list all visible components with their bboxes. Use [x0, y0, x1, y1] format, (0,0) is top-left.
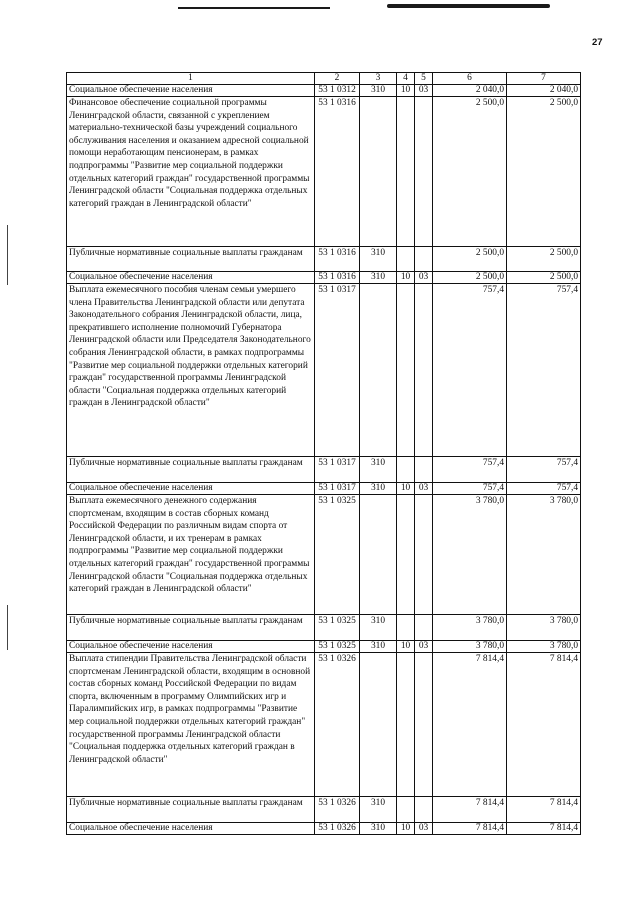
subsection [415, 97, 433, 247]
section [397, 457, 415, 483]
row-name: Социальное обеспечение населения [67, 823, 315, 835]
scan-edge-mark [7, 605, 8, 650]
target-code: 53 1 0317 [315, 284, 360, 457]
section [397, 247, 415, 272]
target-code: 53 1 0317 [315, 457, 360, 483]
row-name: Социальное обеспечение населения [67, 483, 315, 495]
amount-col6: 2 500,0 [433, 247, 507, 272]
amount-col7: 2 500,0 [507, 272, 581, 284]
expense-type: 310 [360, 457, 397, 483]
section [397, 653, 415, 797]
amount-col7: 3 780,0 [507, 615, 581, 641]
section: 10 [397, 641, 415, 653]
scan-edge-mark [7, 225, 8, 285]
column-header: 6 [433, 73, 507, 85]
target-code: 53 1 0325 [315, 641, 360, 653]
target-code: 53 1 0316 [315, 272, 360, 284]
target-code: 53 1 0326 [315, 823, 360, 835]
amount-col6: 2 500,0 [433, 97, 507, 247]
subsection [415, 797, 433, 823]
column-header: 3 [360, 73, 397, 85]
subsection: 03 [415, 85, 433, 97]
expense-type [360, 284, 397, 457]
row-name: Публичные нормативные социальные выплаты гражданам [67, 247, 315, 272]
section [397, 797, 415, 823]
target-code: 53 1 0326 [315, 797, 360, 823]
expense-type [360, 653, 397, 797]
column-header: 5 [415, 73, 433, 85]
target-code: 53 1 0316 [315, 247, 360, 272]
target-code: 53 1 0312 [315, 85, 360, 97]
amount-col7: 7 814,4 [507, 797, 581, 823]
scan-artifact-top-left [178, 7, 330, 9]
table-row [67, 284, 581, 457]
expense-type: 310 [360, 483, 397, 495]
amount-col6: 3 780,0 [433, 495, 507, 615]
row-name: Выплата ежемесячного денежного содержания спортсменам, входящим в состав сборных команд Российской Федерации по различным видам спорта от Ленинградской области, и их тренерам в рамках подпрограммы "Развитие мер социальной поддержки отдельных категорий граждан" государственной программы Ленинградской области "Социальная поддержка отдельных категорий граждан в Ленинградской области" [67, 495, 315, 615]
row-name: Выплата ежемесячного пособия членам семьи умершего члена Правительства Ленинградской области или депутата Законодательного собрания Ленинградской области, лица, прекратившего исполнение полномочий Губернатора Ленинградской области или Председателя Законодательного собрания Ленинградской области, в рамках подпрограммы "Развитие мер социальной поддержки отдельных категорий граждан" государственной программы Ленинградской области "Социальная поддержка отдельных категорий граждан в Ленинградской области" [67, 284, 315, 457]
row-name: Социальное обеспечение населения [67, 641, 315, 653]
row-name: Публичные нормативные социальные выплаты гражданам [67, 797, 315, 823]
section [397, 495, 415, 615]
amount-col6: 757,4 [433, 457, 507, 483]
amount-col6: 7 814,4 [433, 797, 507, 823]
expense-type: 310 [360, 823, 397, 835]
table-row [67, 97, 581, 247]
table-row [67, 615, 581, 641]
subsection: 03 [415, 272, 433, 284]
expense-type [360, 495, 397, 615]
subsection [415, 284, 433, 457]
row-name: Публичные нормативные социальные выплаты гражданам [67, 615, 315, 641]
scan-artifact-top-right [387, 4, 550, 8]
amount-col7: 3 780,0 [507, 495, 581, 615]
column-header: 4 [397, 73, 415, 85]
subsection [415, 615, 433, 641]
table-row [67, 495, 581, 615]
amount-col6: 757,4 [433, 483, 507, 495]
table-row [67, 247, 581, 272]
section [397, 284, 415, 457]
target-code: 53 1 0325 [315, 495, 360, 615]
column-header: 2 [315, 73, 360, 85]
expense-type: 310 [360, 272, 397, 284]
row-name: Социальное обеспечение населения [67, 272, 315, 284]
amount-col6: 7 814,4 [433, 823, 507, 835]
row-name: Социальное обеспечение населения [67, 85, 315, 97]
amount-col7: 757,4 [507, 284, 581, 457]
amount-col7: 2 500,0 [507, 97, 581, 247]
table-row [67, 85, 581, 97]
subsection [415, 457, 433, 483]
amount-col6: 3 780,0 [433, 615, 507, 641]
subsection [415, 247, 433, 272]
target-code: 53 1 0325 [315, 615, 360, 641]
subsection: 03 [415, 641, 433, 653]
subsection [415, 495, 433, 615]
amount-col7: 757,4 [507, 483, 581, 495]
amount-col6: 2 040,0 [433, 85, 507, 97]
target-code: 53 1 0317 [315, 483, 360, 495]
column-header: 1 [67, 73, 315, 85]
table-row [67, 272, 581, 284]
section: 10 [397, 272, 415, 284]
subsection: 03 [415, 823, 433, 835]
amount-col7: 757,4 [507, 457, 581, 483]
amount-col7: 2 040,0 [507, 85, 581, 97]
row-name: Публичные нормативные социальные выплаты гражданам [67, 457, 315, 483]
table-row [67, 457, 581, 483]
section [397, 97, 415, 247]
section: 10 [397, 823, 415, 835]
row-name: Выплата стипендии Правительства Ленинградской области спортсменам Ленинградской области, входящим в основной состав сборных команд Российской Федерации по видам спорта, включенным в программу Олимпийских игр и Паралимпийских игр, в рамках подпрограммы "Развитие мер социальной поддержки отдельных категорий граждан" государственной программы Ленинградской области "Социальная поддержка отдельных категорий граждан в Ленинградской области" [67, 653, 315, 797]
target-code: 53 1 0326 [315, 653, 360, 797]
amount-col6: 757,4 [433, 284, 507, 457]
budget-table [66, 72, 581, 835]
amount-col7: 3 780,0 [507, 641, 581, 653]
expense-type: 310 [360, 641, 397, 653]
section: 10 [397, 483, 415, 495]
section [397, 615, 415, 641]
table-row [67, 653, 581, 797]
table-row [67, 797, 581, 823]
table-row [67, 641, 581, 653]
amount-col6: 7 814,4 [433, 653, 507, 797]
expense-type: 310 [360, 85, 397, 97]
section: 10 [397, 85, 415, 97]
page-number: 27 [592, 37, 603, 48]
expense-type: 310 [360, 247, 397, 272]
table-row [67, 483, 581, 495]
table-row [67, 823, 581, 835]
expense-type [360, 97, 397, 247]
amount-col7: 7 814,4 [507, 653, 581, 797]
subsection: 03 [415, 483, 433, 495]
amount-col7: 2 500,0 [507, 247, 581, 272]
target-code: 53 1 0316 [315, 97, 360, 247]
amount-col7: 7 814,4 [507, 823, 581, 835]
expense-type: 310 [360, 797, 397, 823]
row-name: Финансовое обеспечение социальной программы Ленинградской области, связанной с укреплением материально-технической базы учреждений социального обслуживания населения и оказанием адресной социальной помощи неработающим пенсионерам, в рамках подпрограммы "Развитие мер социальной поддержки отдельных категорий граждан" государственной программы Ленинградской области "Социальная поддержка отдельных категорий граждан в Ленинградской области" [67, 97, 315, 247]
column-header: 7 [507, 73, 581, 85]
table-header-row [67, 73, 581, 85]
amount-col6: 2 500,0 [433, 272, 507, 284]
expense-type: 310 [360, 615, 397, 641]
subsection [415, 653, 433, 797]
amount-col6: 3 780,0 [433, 641, 507, 653]
